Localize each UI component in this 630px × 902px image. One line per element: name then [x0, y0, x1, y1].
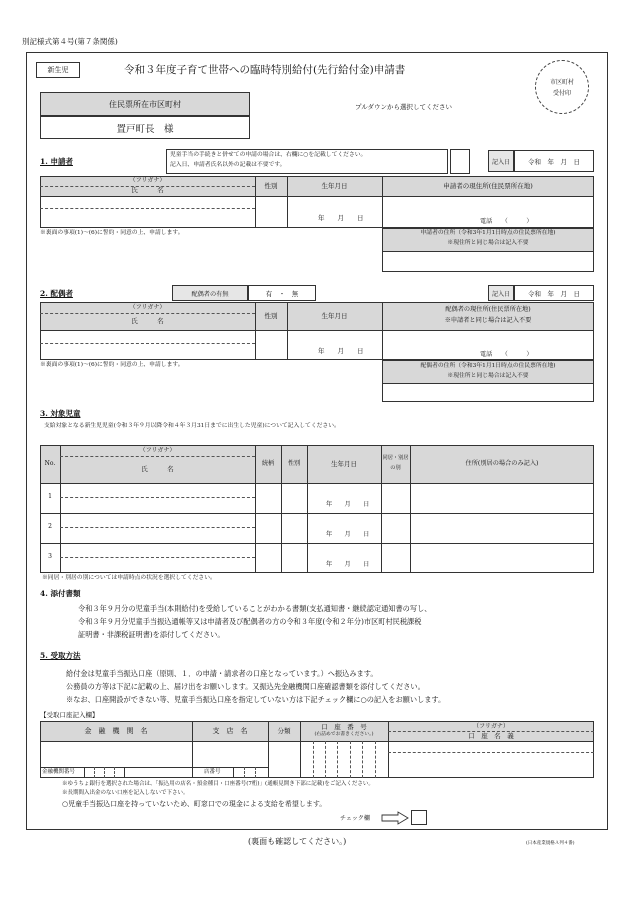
col-relation: 続柄	[261, 460, 275, 467]
applicant-birthdate-label: 生年月日	[321, 182, 348, 190]
account-type-label: 分類	[277, 727, 291, 735]
child-row-3-no: 3	[48, 553, 52, 560]
account-holder-input[interactable]	[389, 742, 593, 777]
applicant-jan-note: ※現住所と同じ場合は記入不要	[447, 240, 529, 246]
col-gender: 性別	[287, 460, 301, 467]
spouse-name-input[interactable]	[41, 331, 254, 359]
documents-line-2: 令和３年９月分児童手当振込通帳等又は申請者及び配偶者の方の令和３年度(令和２年分)市区町村民税課税	[78, 617, 422, 626]
applicant-heading: 1. 申請者	[40, 157, 73, 166]
spouse-address-label: 配偶者の現住所(住民票所在地)	[445, 306, 531, 313]
account-holder-label: 口 座 名 義	[468, 732, 514, 740]
method-heading: 5. 受取方法	[40, 651, 81, 660]
account-furigana-label: （フリガナ）	[473, 723, 509, 730]
combined-application-checkbox[interactable]	[450, 149, 470, 174]
form-number: 別記様式第４号(第７条関係)	[22, 37, 118, 46]
documents-heading: 4. 添付書類	[40, 589, 81, 598]
applicant-entry-date-field[interactable]: 令和 年 月 日	[514, 150, 594, 172]
applicant-pledge: ※裏面の事項(1)〜(6)に誓約・同意の上、申請します。	[40, 230, 184, 236]
col-no: No.	[44, 460, 56, 467]
account-note-1: ※ゆうちょ銀行を選択された場合は、「振込用の店名・預金種目・口座番号(7桁)」(通帳見開き下部に記載)をご記入ください。	[62, 781, 374, 787]
documents-line-3: 証明書・非課税証明書)を添付してください。	[78, 630, 225, 639]
spouse-entry-date-field[interactable]: 令和 年 月 日	[514, 285, 594, 301]
cash-request: ○児童手当振込口座を持っていないため、町窓口での現金による支給を希望します。	[62, 800, 327, 808]
children-heading: 3. 対象児童	[40, 409, 81, 418]
applicant-gender-label: 性別	[264, 182, 278, 190]
cash-request-checkbox[interactable]	[411, 810, 427, 825]
spouse-furigana-label: （フリガナ）	[129, 304, 166, 311]
branch-code-label: 店番号	[204, 769, 221, 775]
col-address: 住所(別居の場合のみ記入)	[465, 460, 539, 467]
documents-line-1: 令和３年９月分の児童手当(本則給付)を受給していることがわかる書類(支払通知書・継続認定通知書の写し、	[78, 604, 432, 613]
page-title: 令和３年度子育て世帯への臨時特別給付(先行給付金)申請書	[124, 64, 406, 76]
newborn-badge: 新生児	[36, 62, 80, 78]
spouse-jan-address-label: 配偶者の住所（令和3年1月1日時点の住民票所在地)	[420, 363, 556, 369]
applicant-name-label: 氏 名	[131, 186, 164, 194]
spouse-phone-input[interactable]: 電話 （ ）	[480, 351, 533, 358]
account-number-note: (右詰めでお書きください。)	[314, 732, 374, 737]
children-footnote: ※同居・別居の別については申請時点の状況を選択してください。	[42, 575, 216, 581]
applicant-note-2: 記入日、申請者氏名以外の記載は不要です。	[170, 162, 286, 168]
municipality-select[interactable]: 住民票所在市区町村	[40, 92, 250, 116]
check-label: チェック欄	[340, 815, 370, 822]
arrow-right-icon	[381, 811, 409, 825]
bank-name-input[interactable]	[41, 742, 191, 766]
col-cohabit-2: の別	[390, 465, 401, 471]
account-note-2: ※長期間入出金のない口座を記入しないで下さい。	[62, 790, 189, 796]
paper-size-note: (日本産業規格Ａ列４番)	[526, 841, 575, 846]
col-furigana: （フリガナ）	[139, 447, 176, 454]
child-row-2-no: 2	[48, 523, 52, 530]
account-branch-label: 支 店 名	[212, 727, 248, 735]
branch-name-input[interactable]	[193, 742, 267, 766]
applicant-name-input[interactable]	[41, 197, 254, 227]
spouse-gender-input[interactable]	[256, 331, 286, 359]
child-row-3-birthdate[interactable]: 年 月 日	[326, 561, 370, 568]
child-row-1-no: 1	[48, 493, 52, 500]
applicant-furigana-label: （フリガナ）	[129, 177, 166, 184]
mayor-addressee: 置戸町長 様	[40, 116, 250, 139]
method-line-3: ※なお、口座開設ができない等、児童手当振込口座を指定していない方は下記チェック欄に○の記入をお願いします。	[66, 695, 446, 704]
applicant-phone-input[interactable]: 電話 （ ）	[480, 218, 533, 225]
applicant-entry-date-label: 記入日	[488, 150, 514, 172]
spouse-exists-select[interactable]: 有 ・ 無	[248, 285, 316, 301]
spouse-gender-label: 性別	[264, 312, 278, 320]
spouse-heading: 2. 配偶者	[40, 289, 73, 298]
spouse-pledge: ※裏面の事項(1)〜(6)に誓約・同意の上、申請します。	[40, 362, 184, 368]
account-bank-label: 金 融 機 関 名	[84, 727, 148, 735]
child-row-1-birthdate[interactable]: 年 月 日	[326, 501, 370, 508]
col-cohabit-1: 同居・別居	[382, 455, 409, 461]
reception-stamp	[535, 60, 589, 114]
spouse-birthdate-input[interactable]: 年 月 日	[318, 347, 364, 355]
col-name: 氏 名	[141, 465, 174, 473]
applicant-note-1: 児童手当の手続きと併せての申請の場合は、右欄に○を記載してください。	[170, 152, 367, 158]
account-number-input[interactable]	[301, 742, 387, 777]
child-row-2-birthdate[interactable]: 年 月 日	[326, 531, 370, 538]
spouse-entry-date-label: 記入日	[488, 285, 514, 301]
bank-code-label: 金融機関番号	[42, 769, 76, 775]
account-type-input[interactable]	[269, 742, 299, 777]
spouse-jan-note: ※現住所と同じ場合は記入不要	[447, 373, 529, 379]
account-number-label: 口 座 番 号	[321, 723, 367, 731]
stamp-line1: 市区町村	[549, 79, 574, 86]
pulldown-hint: プルダウンから選択してください	[355, 103, 452, 111]
method-line-1: 給付金は児童手当振込口座（原則、１．の申請・請求者の口座となっています。）へ振込みます。	[66, 669, 378, 678]
footer-note: (裏面も確認してください。)	[248, 837, 347, 846]
spouse-jan-address-input[interactable]	[383, 384, 593, 401]
stamp-line2: 受付印	[552, 90, 571, 97]
col-birthdate: 生年月日	[331, 460, 357, 468]
applicant-gender-input[interactable]	[256, 197, 286, 227]
spouse-exists-label: 配偶者の有無	[172, 285, 248, 301]
applicant-jan-address-label: 申請者の住所（令和3年1月1日時点の住民票所在地)	[420, 230, 556, 236]
method-line-2: 公務員の方等は下記に記載の上、届け出をお願いします。又振込先金融機関口座確認書類を添付してください。	[66, 682, 425, 691]
account-heading: 【受取口座記入欄】	[40, 711, 99, 719]
spouse-birthdate-label: 生年月日	[321, 312, 348, 320]
applicant-address-label: 申請者の現住所(住民票所在地)	[443, 182, 533, 190]
children-note: 支給対象となる新生児児童(令和３年９月以降令和４年３月31日までに出生した児童)について記入してください。	[44, 423, 340, 429]
spouse-address-note: ※申請者と同じ場合は記入不要	[444, 317, 532, 324]
spouse-name-label: 氏 名	[131, 317, 164, 325]
applicant-jan-address-input[interactable]	[383, 252, 593, 271]
applicant-birthdate-input[interactable]: 年 月 日	[318, 214, 364, 222]
